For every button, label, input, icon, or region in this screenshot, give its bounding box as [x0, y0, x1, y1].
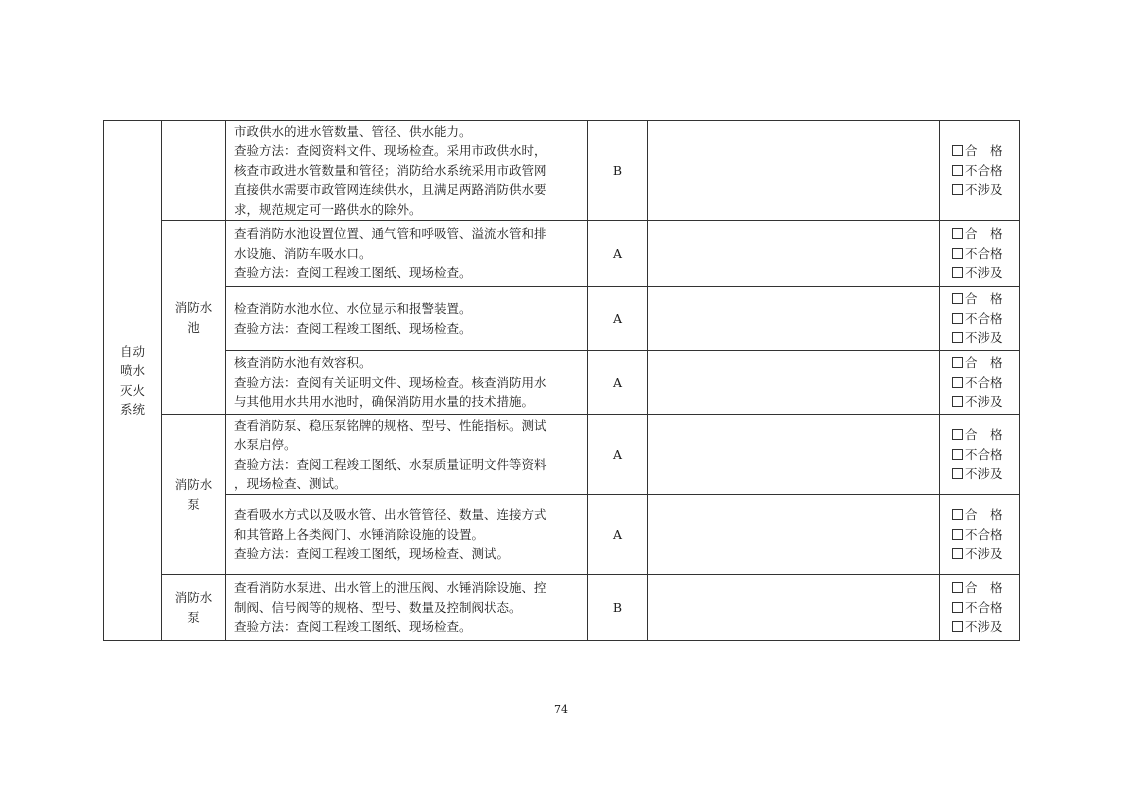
content-line: 查验方法：查阅有关证明文件、现场检查。核查消防用水 — [234, 374, 547, 390]
checkbox-icon[interactable] — [952, 165, 963, 176]
category-cell — [104, 121, 162, 641]
result-cell — [940, 351, 1020, 415]
result-option[interactable] — [952, 392, 1019, 412]
checkbox-icon[interactable] — [952, 332, 963, 343]
result-option-label: 不涉及 — [965, 619, 1003, 635]
subcategory-line: 泵 — [187, 609, 200, 625]
result-option[interactable] — [952, 578, 1019, 598]
result-option-label: 不合格 — [965, 245, 1003, 261]
result-option[interactable] — [952, 328, 1019, 348]
subcategory-cell — [162, 121, 226, 221]
inspection-table — [103, 120, 1020, 641]
subcategory-line: 泵 — [187, 496, 200, 512]
grade-cell: A — [588, 221, 648, 287]
result-option[interactable] — [952, 598, 1019, 618]
result-option-label: 不合格 — [965, 599, 1003, 615]
result-cell — [940, 415, 1020, 495]
result-option-label: 合 格 — [965, 580, 1003, 596]
result-option-label: 合 格 — [965, 291, 1003, 307]
content-line: 查看消防水池设置位置、通气管和呼吸管、溢流水管和排 — [234, 226, 547, 242]
result-option-label: 不合格 — [965, 374, 1003, 390]
result-option[interactable] — [952, 445, 1019, 465]
content-line: 查验方法：查阅资料文件、现场检查。采用市政供水时， — [234, 143, 547, 159]
result-cell — [940, 287, 1020, 351]
subcategory-line: 消防水 — [174, 477, 213, 492]
inspection-content-cell — [226, 575, 588, 641]
table-row — [104, 221, 1020, 287]
subcategory-line: 池 — [187, 319, 200, 335]
result-option[interactable] — [952, 161, 1019, 181]
content-line: 求，规范规定可一路供水的除外。 — [234, 201, 422, 217]
result-option[interactable] — [952, 309, 1019, 329]
result-option-label: 合 格 — [965, 355, 1003, 371]
result-option-label: 不涉及 — [965, 466, 1003, 482]
content-line: 查验方法：查阅工程竣工图纸、现场检查。 — [234, 265, 472, 281]
content-line: 查看消防水泵进、出水管上的泄压阀、水锤消除设施、控 — [234, 580, 547, 596]
result-option[interactable] — [952, 544, 1019, 564]
result-option[interactable] — [952, 464, 1019, 484]
result-option-label: 不涉及 — [965, 546, 1003, 562]
inspection-table-body — [104, 121, 1020, 641]
content-line: 直接供水需要市政管网连续供水，且满足两路消防供水要 — [234, 182, 547, 198]
result-option[interactable] — [952, 525, 1019, 545]
result-option[interactable] — [952, 244, 1019, 264]
table-row — [104, 495, 1020, 575]
checkbox-icon[interactable] — [952, 529, 963, 540]
table-row — [104, 121, 1020, 221]
checkbox-icon[interactable] — [952, 396, 963, 407]
inspection-content-cell — [226, 221, 588, 287]
grade-cell: A — [588, 415, 648, 495]
remarks-cell[interactable] — [648, 287, 940, 351]
inspection-content-cell — [226, 351, 588, 415]
checkbox-icon[interactable] — [952, 429, 963, 440]
inspection-content-cell — [226, 415, 588, 495]
result-option-label: 合 格 — [965, 427, 1003, 443]
grade-cell: B — [588, 575, 648, 641]
subcategory-line: 消防水 — [174, 300, 213, 315]
result-option[interactable] — [952, 141, 1019, 161]
content-line: 和其管路上各类阀门、水锤消除设施的设置。 — [234, 526, 485, 542]
result-option-label: 不合格 — [965, 446, 1003, 462]
grade-cell: A — [588, 351, 648, 415]
result-option-label: 不涉及 — [965, 182, 1003, 198]
result-option[interactable] — [952, 263, 1019, 283]
content-line: 查看吸水方式以及吸水管、出水管管径、数量、连接方式 — [234, 507, 547, 523]
grade-cell: A — [588, 287, 648, 351]
content-line: 市政供水的进水管数量、管径、供水能力。 — [234, 123, 472, 139]
grade-cell: B — [588, 121, 648, 221]
result-option[interactable] — [952, 224, 1019, 244]
remarks-cell[interactable] — [648, 495, 940, 575]
remarks-cell[interactable] — [648, 221, 940, 287]
content-line: 核查消防水池有效容积。 — [234, 355, 372, 371]
inspection-content-cell — [226, 121, 588, 221]
result-cell — [940, 121, 1020, 221]
result-cell — [940, 575, 1020, 641]
grade-cell: A — [588, 495, 648, 575]
content-line: ，现场检查、测试。 — [234, 476, 347, 491]
checkbox-icon[interactable] — [952, 377, 963, 388]
result-option-label: 不合格 — [965, 310, 1003, 326]
category-line: 自动 — [119, 343, 145, 359]
result-option-label: 合 格 — [965, 143, 1003, 159]
checkbox-icon[interactable] — [952, 267, 963, 278]
checkbox-icon[interactable] — [952, 184, 963, 195]
checkbox-icon[interactable] — [952, 582, 963, 593]
checkbox-icon[interactable] — [952, 449, 963, 460]
remarks-cell[interactable] — [648, 121, 940, 221]
content-line: 查验方法：查阅工程竣工图纸、现场检查。 — [234, 320, 472, 336]
remarks-cell[interactable] — [648, 351, 940, 415]
table-row — [104, 575, 1020, 641]
result-option[interactable] — [952, 353, 1019, 373]
subcategory-line: 消防水 — [174, 590, 213, 605]
category-line: 喷水 — [119, 363, 145, 378]
result-option-label: 不涉及 — [965, 394, 1003, 410]
checkbox-icon[interactable] — [952, 145, 963, 156]
checkbox-icon[interactable] — [952, 228, 963, 239]
table-row — [104, 287, 1020, 351]
result-cell — [940, 221, 1020, 287]
checkbox-icon[interactable] — [952, 621, 963, 632]
inspection-content-cell — [226, 495, 588, 575]
content-line: 水泵启停。 — [234, 437, 297, 452]
category-line: 系统 — [119, 402, 145, 417]
subcategory-cell — [162, 221, 226, 415]
checkbox-icon[interactable] — [952, 248, 963, 259]
checkbox-icon[interactable] — [952, 509, 963, 520]
result-option[interactable] — [952, 505, 1019, 525]
checkbox-icon[interactable] — [952, 357, 963, 368]
result-option[interactable] — [952, 180, 1019, 200]
subcategory-cell — [162, 575, 226, 641]
checkbox-icon[interactable] — [952, 468, 963, 479]
content-line: 查验方法：查阅工程竣工图纸、现场检查。 — [234, 619, 472, 635]
result-option-label: 不涉及 — [965, 330, 1003, 346]
table-row — [104, 351, 1020, 415]
result-option[interactable] — [952, 289, 1019, 309]
result-option-label: 合 格 — [965, 226, 1003, 242]
content-line: 查看消防泵、稳压泵铭牌的规格、型号、性能指标。测试 — [234, 417, 547, 433]
remarks-cell[interactable] — [648, 415, 940, 495]
content-line: 制阀、信号阀等的规格、型号、数量及控制阀状态。 — [234, 599, 522, 615]
content-line: 与其他用水共用水池时，确保消防用水量的技术措施。 — [234, 394, 535, 410]
category-line: 灭火 — [119, 382, 145, 398]
checkbox-icon[interactable] — [952, 548, 963, 559]
checkbox-icon[interactable] — [952, 313, 963, 324]
result-option-label: 不涉及 — [965, 265, 1003, 281]
page-number: 74 — [554, 703, 568, 716]
result-option[interactable] — [952, 617, 1019, 637]
result-option[interactable] — [952, 373, 1019, 393]
inspection-content-cell — [226, 287, 588, 351]
result-option-label: 合 格 — [965, 507, 1003, 523]
content-line: 核查市政进水管数量和管径；消防给水系统采用市政管网 — [234, 162, 547, 178]
result-cell — [940, 495, 1020, 575]
checkbox-icon[interactable] — [952, 602, 963, 613]
content-line: 检查消防水池水位、水位显示和报警装置。 — [234, 301, 472, 316]
content-line: 查验方法：查阅工程竣工图纸，现场检查、测试。 — [234, 546, 510, 562]
content-line: 查验方法：查阅工程竣工图纸、水泵质量证明文件等资料 — [234, 456, 547, 472]
content-line: 水设施、消防车吸水口。 — [234, 245, 372, 261]
result-option[interactable] — [952, 425, 1019, 445]
result-option-label: 不合格 — [965, 162, 1003, 178]
remarks-cell[interactable] — [648, 575, 940, 641]
result-option-label: 不合格 — [965, 526, 1003, 542]
table-row — [104, 415, 1020, 495]
subcategory-cell — [162, 415, 226, 575]
checkbox-icon[interactable] — [952, 293, 963, 304]
